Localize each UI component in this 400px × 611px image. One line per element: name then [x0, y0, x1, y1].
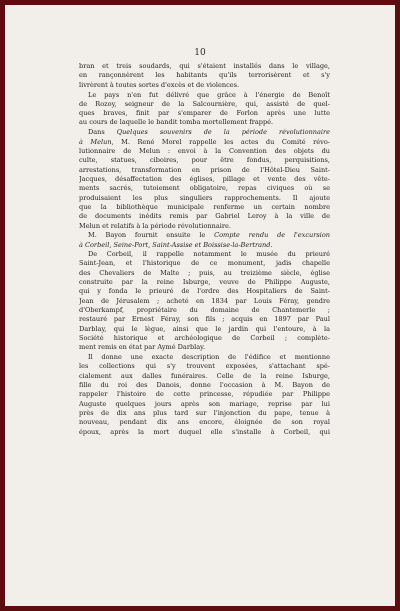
text-line: rappeler l'histoire de cette princesse, répudiée par Philippe: [79, 390, 330, 399]
text-line: qui y fonda le prieuré de l'ordre des Hospitaliers de Saint-: [79, 287, 330, 296]
text-line: culte, statues, ciboires, pour être fondus, perquisitions,: [79, 156, 330, 165]
text-line: les collections qui s'y trouvent exposées, s'attachant spé-: [79, 362, 330, 371]
text-line: que la bibliothèque municipale renferme un certain nombre: [79, 202, 330, 211]
italic-title: Compte rendu de l'excursion: [214, 231, 330, 240]
text-line: d'Oberkampf, propriétaire du domaine de Chantemerle ;: [79, 305, 330, 314]
text-segment: M. Bayon fournit ensuite le: [88, 231, 215, 240]
text-line: ques braves, finit par s'emparer de Forlon après une lutte: [79, 109, 330, 118]
body-text: [79, 62, 330, 437]
italic-title: à Melun: [79, 137, 112, 146]
paragraph: [79, 62, 330, 90]
italic-title: Quelques souvenirs de la période révolutionnaire: [116, 128, 330, 137]
text-line: Société historique et archéologique de Corbeil ; complète-: [79, 333, 330, 342]
document-page: [5, 5, 395, 606]
text-line: Jacques, désaffectation des églises, pillage et vente des vête-: [79, 174, 330, 183]
text-line: Le pays n'en fut délivré que grâce à l'énergie de Benoît: [88, 90, 330, 99]
text-line: de documents inédits remis par Gabriel Leroy à la ville de: [79, 212, 330, 221]
paragraph: [79, 231, 330, 352]
text-segment: , M. René Morel rappelle les actes du Comité révo-: [111, 137, 330, 146]
text-line: lutionnaire de Melun : envoi à la Convention des objets du: [79, 147, 330, 155]
text-line: produisaient les plus singuliers rapprochements. Il ajoute: [79, 193, 330, 202]
text-line: près de dix ans plus tard sur l'injonction du pape, tenue à: [79, 408, 330, 417]
text-line: Jean de Jérusalem ; acheté en 1834 par Louis Féray, gendre: [79, 296, 330, 305]
text-line: [79, 231, 330, 240]
text-line: nouveau, pendant dix ans encore, éloignée de son royal: [79, 418, 330, 427]
page-number: 10: [194, 48, 206, 58]
text-line: Il donne une exacte description de l'édifice et mentionne: [88, 353, 330, 362]
text-line: époux, après la mort duquel elle s'installe à Corbeil, qui: [79, 427, 330, 436]
text-line: [79, 128, 330, 137]
text-line: en rançonnèrent les habitants qu'ils terrorisèrent et s'y: [79, 71, 330, 80]
italic-title: à Corbeil, Seine-Port, Saint-Assise et Boissise-la-Bertrand.: [79, 240, 273, 249]
text-line: des Chevaliers de Malte ; puis, au treizième siècle, église: [79, 268, 330, 277]
paragraph: [79, 353, 330, 437]
text-line: au cours de laquelle le bandit tomba mortellement frappé.: [79, 118, 274, 127]
paragraph: [79, 91, 330, 128]
text-line: arrestations, transformation en prison de l'Hôtel-Dieu Saint-: [79, 165, 330, 174]
text-line: Saint-Jean, et l'historique de ce monument, jadis chapelle: [79, 259, 330, 268]
text-line: Darblay, qui le lègue, ainsi que le jardin qui l'entoure, à la: [79, 324, 330, 333]
text-line: de Rozoy, seigneur de la Salcournière, qui, assisté de quel-: [79, 99, 330, 108]
text-line: [79, 138, 330, 147]
text-segment: Dans: [88, 128, 117, 137]
text-line: livrèrent à toutes sortes d'excès et de violences.: [79, 80, 240, 89]
text-line: restauré par Ernest Féray, son fils ; acquis en 1897 par Paul: [79, 315, 330, 324]
text-line: cialement aux dalles funéraires. Celle de la reine Isburge,: [79, 371, 330, 380]
paragraph: [79, 128, 330, 230]
text-line: Auguste quelques jours après son mariage, reprise par lui: [79, 399, 330, 408]
text-line: bran et treis soudards, qui s'étaient installés dans le village,: [79, 62, 330, 70]
text-line: De Corbeil, il rappelle notamment le musée du prieuré: [88, 250, 330, 259]
text-line: ment remis en état par Aymé Darblay.: [79, 343, 206, 352]
text-line: ments sacrés, tutoiement obligatoire, repas civiques où se: [79, 184, 330, 193]
text-line: Melun et relatifs à la période révolutionnaire.: [79, 221, 231, 230]
text-line: construite par la reine Isburge, veuve de Philippe Auguste,: [79, 277, 330, 286]
text-line: fille du roi des Danois, donne l'occasion à M. Bayon de: [79, 381, 330, 389]
text-line: [79, 241, 330, 250]
